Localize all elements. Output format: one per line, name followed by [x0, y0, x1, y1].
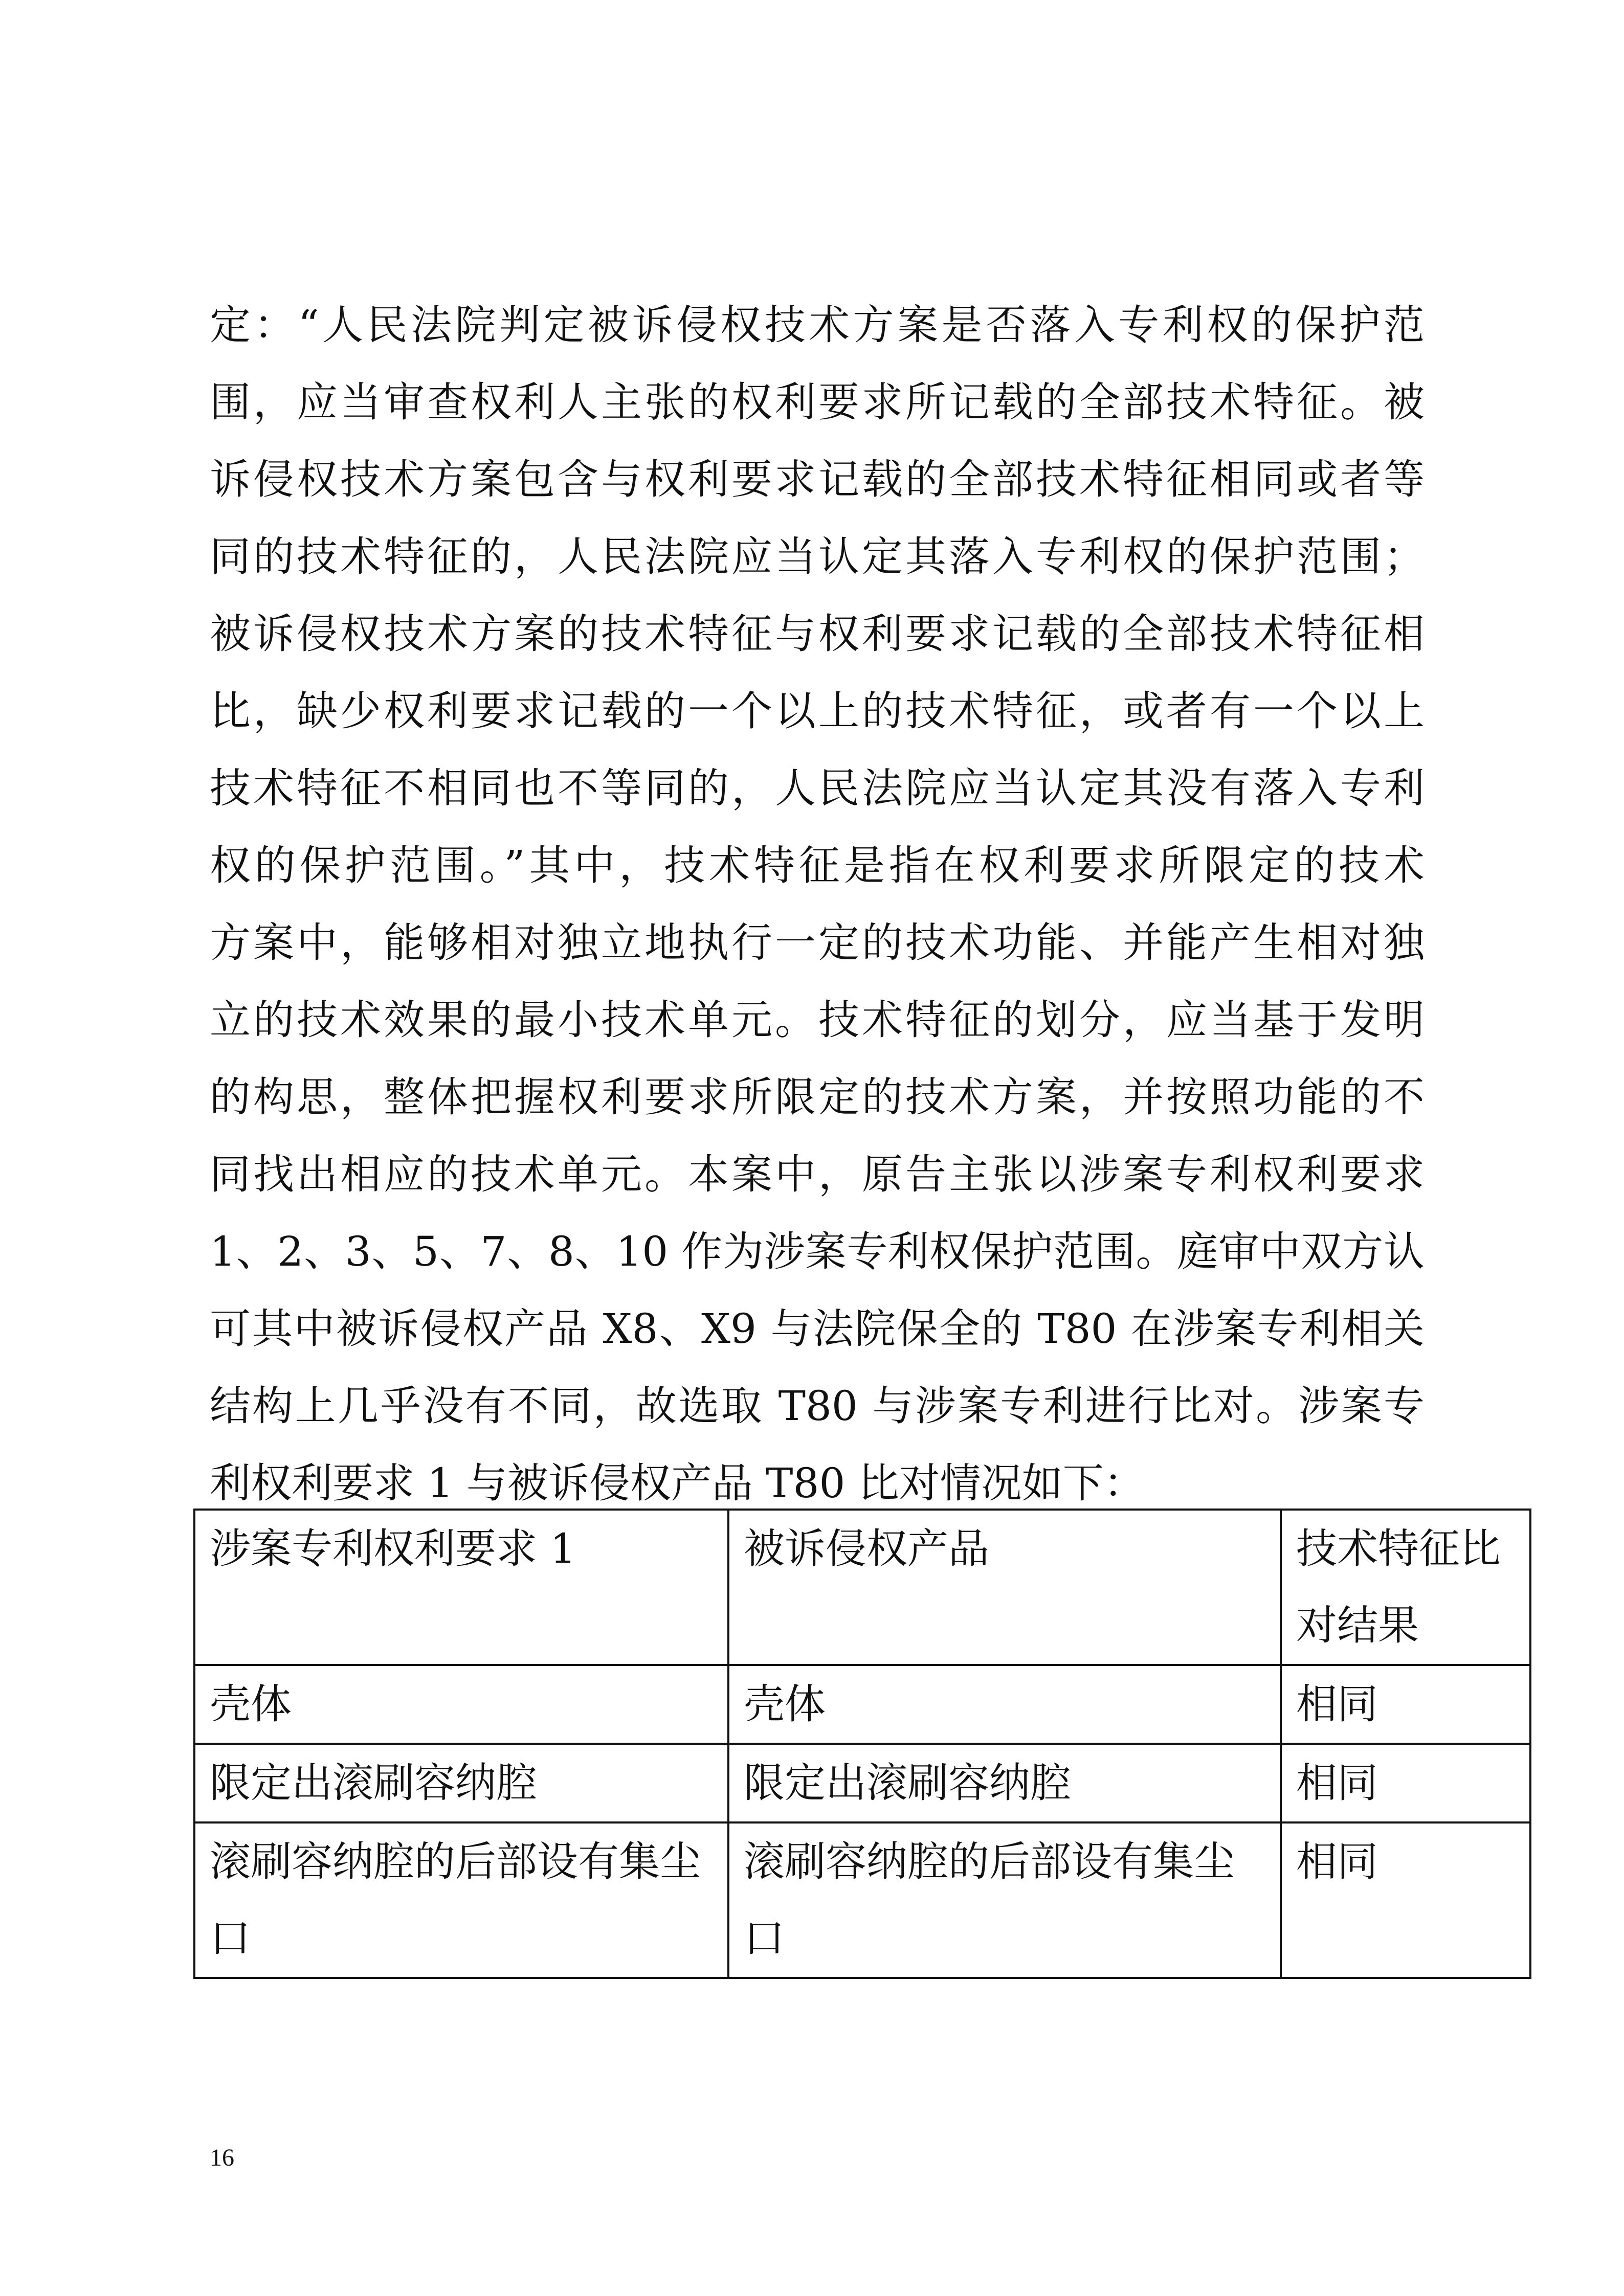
paragraph-line: 1、2、3、5、7、8、10 作为涉案专利权保护范围。庭审中双方认 — [210, 1228, 1425, 1275]
table-cell: 相同 — [1281, 1744, 1530, 1822]
table-cell: 相同 — [1281, 1665, 1530, 1744]
paragraph-line: 立的技术效果的最小技术单元。技术特征的划分，应当基于发明 — [210, 996, 1425, 1044]
header-cell-comparison-result: 技术特征比对结果 — [1281, 1510, 1530, 1665]
paragraph-line: 定：“人民法院判定被诉侵权技术方案是否落入专利权的保护范 — [210, 301, 1425, 349]
table-cell: 限定出滚刷容纳腔 — [728, 1744, 1281, 1822]
header-cell-accused-product: 被诉侵权产品 — [728, 1510, 1281, 1665]
table-cell: 壳体 — [194, 1665, 728, 1744]
table-cell: 壳体 — [728, 1665, 1281, 1744]
paragraph-line: 结构上几乎没有不同，故选取 T80 与涉案专利进行比对。涉案专 — [210, 1382, 1425, 1430]
paragraph-line: 同的技术特征的，人民法院应当认定其落入专利权的保护范围； — [210, 533, 1425, 580]
paragraph-line: 被诉侵权技术方案的技术特征与权利要求记载的全部技术特征相 — [210, 610, 1425, 658]
paragraph-line: 的构思，整体把握权利要求所限定的技术方案，并按照功能的不 — [210, 1073, 1425, 1121]
header-cell-patent-claim: 涉案专利权利要求 1 — [194, 1510, 728, 1665]
paragraph-line: 诉侵权技术方案包含与权利要求记载的全部技术特征相同或者等 — [210, 456, 1425, 503]
table-row — [194, 1822, 1530, 1978]
table-cell: 滚刷容纳腔的后部设有集尘口 — [728, 1822, 1281, 1978]
table-cell: 相同 — [1281, 1822, 1530, 1978]
table-cell: 滚刷容纳腔的后部设有集尘口 — [194, 1822, 728, 1978]
paragraph-line: 围，应当审查权利人主张的权利要求所记载的全部技术特征。被 — [210, 378, 1425, 426]
paragraph-line: 可其中被诉侵权产品 X8、X9 与法院保全的 T80 在涉案专利相关 — [210, 1305, 1425, 1353]
page-number: 16 — [210, 2144, 234, 2171]
paragraph-line: 权的保护范围。”其中，技术特征是指在权利要求所限定的技术 — [210, 842, 1425, 889]
paragraph-line: 利权利要求 1 与被诉侵权产品 T80 比对情况如下： — [210, 1459, 1145, 1507]
comparison-table — [193, 1509, 1531, 1979]
paragraph-line: 比，缺少权利要求记载的一个以上的技术特征，或者有一个以上 — [210, 687, 1425, 735]
body-paragraph — [210, 286, 1425, 1522]
table-cell: 限定出滚刷容纳腔 — [194, 1744, 728, 1822]
table-row — [194, 1744, 1530, 1822]
paragraph-line: 技术特征不相同也不等同的，人民法院应当认定其没有落入专利 — [210, 764, 1425, 812]
table-header-row — [194, 1510, 1530, 1665]
paragraph-line: 方案中，能够相对独立地执行一定的技术功能、并能产生相对独 — [210, 919, 1425, 966]
paragraph-line: 同找出相应的技术单元。本案中，原告主张以涉案专利权利要求 — [210, 1151, 1425, 1198]
table-row — [194, 1665, 1530, 1744]
